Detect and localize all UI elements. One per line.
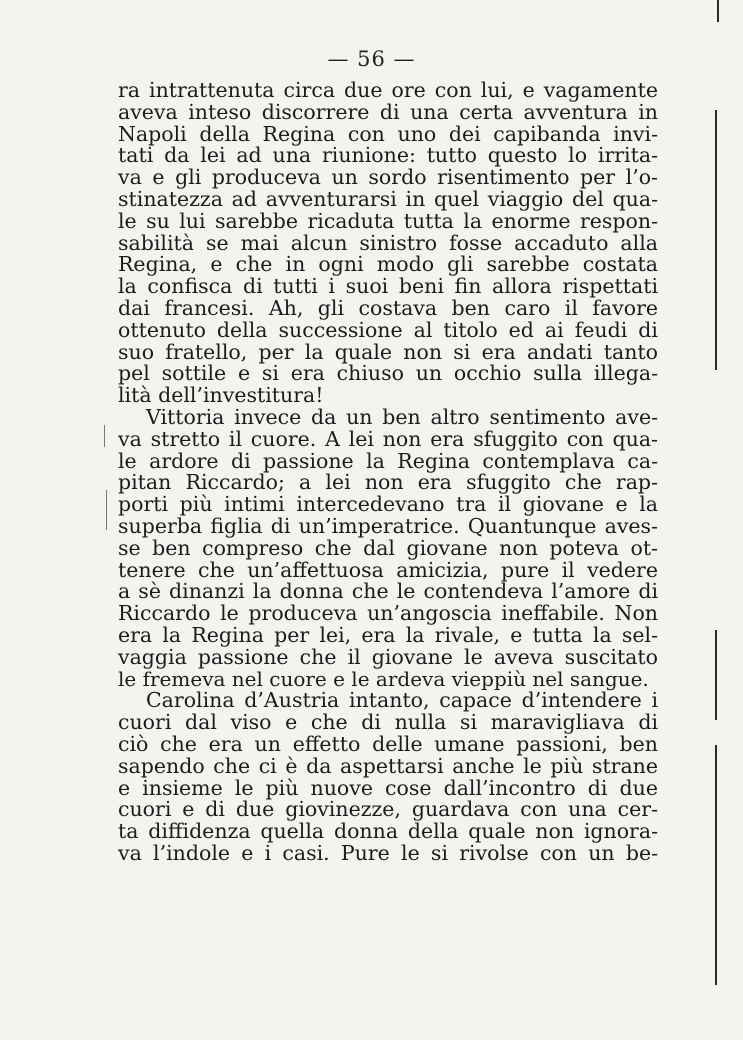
text-line: va l’indole e i casi. Pure le si rivolse con un be- [118, 840, 658, 865]
text-line: Napoli della Regina con uno dei capibanda invi- [118, 121, 658, 146]
text-line: cuori dal viso e che di nulla si maravigliava di [118, 710, 658, 735]
text-line: tati da lei ad una riunione: tutto questo lo irrita- [118, 143, 658, 168]
text-line: pitan Riccardo; a lei non era sfuggito che rap- [118, 470, 658, 495]
gutter-line-upper [715, 110, 717, 370]
page-number: — 56 — [327, 47, 416, 71]
text-line: va e gli produceva un sordo risentimento per l’o- [118, 165, 658, 190]
text-line: le fremeva nel cuore e le ardeva vieppiù nel sangue. [118, 666, 649, 691]
text-line: suo fratello, per la quale non si era andati tanto [118, 339, 658, 364]
text-line: ottenuto della successione al titolo ed ai feudi di [118, 317, 658, 342]
text-line: porti più intimi intercedevano tra il giovane e la [118, 492, 658, 517]
body-text [118, 80, 658, 865]
text-line: dai francesi. Ah, gli costava ben caro il favore [118, 295, 658, 320]
text-line: ta diffidenza quella donna della quale non ignora- [118, 819, 658, 844]
text-line: lità dell’investitura! [118, 383, 324, 408]
text-line: era la Regina per lei, era la rivale, e tutta la sel- [118, 622, 658, 647]
gutter-line-middle [715, 630, 717, 720]
text-line: Regina, e che in ogni modo gli sarebbe costata [118, 252, 658, 277]
text-line: Vittoria invece da un ben altro sentimento ave- [146, 404, 658, 429]
text-line: superba figlia di un’imperatrice. Quantunque aves- [118, 513, 658, 538]
text-line: e insieme le più nuove cose dall’incontro di due [118, 775, 658, 800]
text-line: sabilità se mai alcun sinistro fosse accaduto alla [118, 230, 658, 255]
text-line: vaggia passione che il giovane le aveva suscitato [118, 644, 658, 669]
text-line: le su lui sarebbe ricaduta tutta la enorme respon- [118, 208, 658, 233]
text-line: Carolina d’Austria intanto, capace d’intendere i [146, 688, 658, 713]
text-line: cuori e di due giovinezze, guardava con una cer- [118, 797, 658, 822]
gutter-line-lower [715, 745, 717, 985]
text-line: Riccardo le produceva un’angoscia ineffabile. Non [118, 601, 658, 626]
text-line: tenere che un’affettuosa amicizia, pure il vedere [118, 557, 658, 582]
text-line: se ben compreso che dal giovane non poteva ot- [118, 535, 658, 560]
text-line: sapendo che ci è da aspettarsi anche le più strane [118, 753, 658, 778]
gutter-line-top [717, 0, 719, 22]
text-line: va stretto il cuore. A lei non era sfuggito con qua- [118, 426, 658, 451]
text-line: le ardore di passione la Regina contemplava ca- [118, 448, 658, 473]
text-line: a sè dinanzi la donna che le contendeva l’amore di [118, 579, 658, 604]
text-line: ra intrattenuta circa due ore con lui, e vagamente [118, 78, 658, 102]
text-line: ciò che era un effetto delle umane passioni, ben [118, 731, 658, 756]
scan-mark-left [104, 425, 105, 447]
text-line: la confisca di tutti i suoi beni fin allora rispettati [118, 274, 658, 299]
scan-mark-left-lower [106, 490, 107, 530]
text-line: stinatezza ad avventurarsi in quel viaggio del qua- [118, 186, 658, 211]
text-line: aveva inteso discorrere di una certa avventura in [118, 99, 658, 124]
binding-gutter [713, 0, 743, 1040]
text-line: pel sottile e si era chiuso un occhio sulla illega- [118, 361, 658, 386]
